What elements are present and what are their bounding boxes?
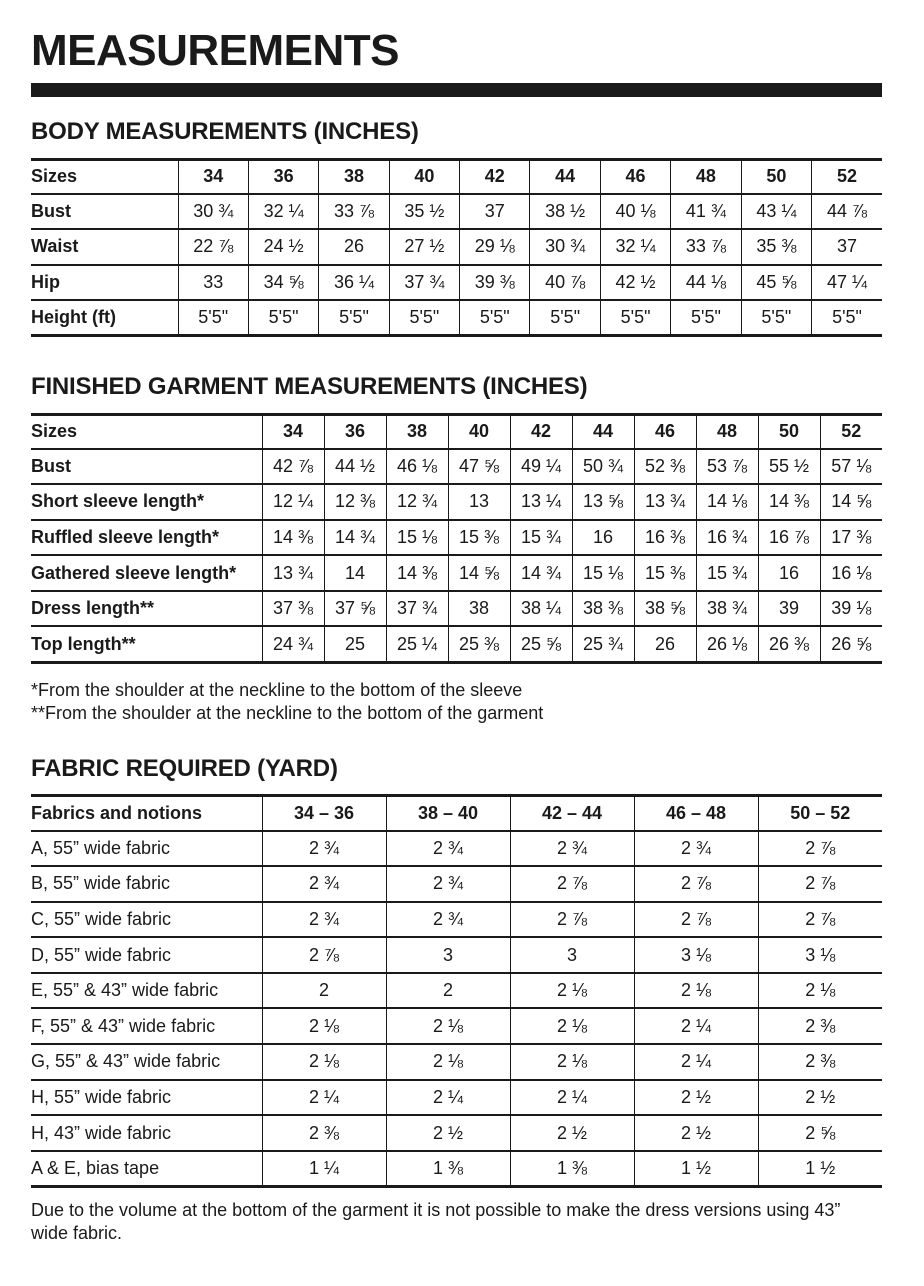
table-cell: 2 ⅛ [510,1008,634,1044]
table-cell: 25 ¼ [386,626,448,662]
table-cell: 2 ⅞ [634,902,758,938]
table-cell: 1 ½ [758,1151,882,1187]
table-cell: 5'5" [812,300,882,336]
column-header: 36 [248,160,318,194]
table-cell: 3 ⅛ [634,937,758,973]
table-cell: 36 ¼ [319,265,389,301]
row-label: Bust [31,449,262,485]
table-cell: 2 [262,973,386,1009]
row-label: E, 55” & 43” wide fabric [31,973,262,1009]
row-label: Gathered sleeve length* [31,555,262,591]
table-cell: 13 ⅝ [572,484,634,520]
table-cell: 16 ¾ [696,520,758,556]
table-cell: 14 ¾ [510,555,572,591]
table-cell: 2 ¼ [262,1080,386,1116]
footnote-garment: **From the shoulder at the neckline to the bottom of the garment [31,703,544,723]
table-cell: 2 ⅞ [758,831,882,867]
table-cell: 2 ⅛ [510,973,634,1009]
column-header: 38 [386,415,448,449]
table-cell: 2 ¼ [634,1008,758,1044]
table-cell: 5'5" [741,300,811,336]
finished-garment-title: FINISHED GARMENT MEASUREMENTS (INCHES) [31,373,588,400]
column-header: 50 [741,160,811,194]
table-cell: 2 ⅞ [262,937,386,973]
row-label: B, 55” wide fabric [31,866,262,902]
table-cell: 26 ⅜ [758,626,820,662]
row-label: C, 55” wide fabric [31,902,262,938]
table-cell: 2 ½ [758,1080,882,1116]
column-header: 52 [820,415,882,449]
table-cell: 25 [324,626,386,662]
table-cell: 30 ¾ [530,229,600,265]
column-header: 48 [696,415,758,449]
table-cell: 46 ⅛ [386,449,448,485]
table-cell: 1 ½ [634,1151,758,1187]
table-cell: 2 ⅞ [758,866,882,902]
table-cell: 25 ⅝ [510,626,572,662]
row-label: F, 55” & 43” wide fabric [31,1008,262,1044]
table-row [31,194,882,230]
page-title: MEASUREMENTS [31,26,400,75]
table-cell: 22 ⅞ [178,229,248,265]
table-cell: 2 ⅝ [758,1115,882,1151]
column-header: 48 [671,160,741,194]
table-cell: 44 ⅛ [671,265,741,301]
table-cell: 37 ⅝ [324,591,386,627]
table-cell: 3 [510,937,634,973]
table-cell: 2 ⅞ [758,902,882,938]
table-cell: 47 ⅝ [448,449,510,485]
column-header: 38 [319,160,389,194]
table-cell: 37 [460,194,530,230]
column-header: 42 [460,160,530,194]
table-cell: 2 ½ [510,1115,634,1151]
table-row [31,626,882,662]
table-cell: 44 ⅞ [812,194,882,230]
table-cell: 2 ⅜ [758,1008,882,1044]
table-row [31,1080,882,1116]
table-cell: 24 ½ [248,229,318,265]
table-cell: 55 ½ [758,449,820,485]
table-cell: 38 ¼ [510,591,572,627]
table-cell: 2 ⅛ [262,1008,386,1044]
table-row [31,229,882,265]
table-cell: 34 ⅝ [248,265,318,301]
table-cell: 13 ¼ [510,484,572,520]
table-cell: 2 ¾ [386,902,510,938]
table-cell: 43 ¼ [741,194,811,230]
table-row [31,902,882,938]
table-cell: 2 ⅛ [510,1044,634,1080]
table-cell: 2 ⅛ [634,973,758,1009]
row-label: A & E, bias tape [31,1157,160,1178]
table-cell: 12 ¾ [386,484,448,520]
table-cell: 2 ⅛ [262,1044,386,1080]
column-header: 42 [510,415,572,449]
table-cell: 27 ½ [389,229,459,265]
table-cell: 24 ¾ [262,626,324,662]
table-header-row [31,796,882,831]
table-cell: 25 ¾ [572,626,634,662]
column-header: 44 [530,160,600,194]
table-cell: 2 ¾ [634,831,758,867]
table-cell: 14 ⅝ [820,484,882,520]
row-label: Short sleeve length* [31,484,262,520]
table-cell: 15 ⅜ [448,520,510,556]
table-cell: 15 ⅜ [634,555,696,591]
table-cell: 52 ⅜ [634,449,696,485]
row-label: Hip [31,265,178,301]
table-cell: 38 ½ [530,194,600,230]
column-header: 34 – 36 [262,796,386,831]
column-header: 50 [758,415,820,449]
table-cell: 2 ¾ [386,831,510,867]
table-cell: 2 ⅛ [386,1044,510,1080]
table-cell: 26 ⅝ [820,626,882,662]
table-cell: 29 ⅛ [460,229,530,265]
table-cell: 2 ⅞ [510,902,634,938]
table-cell: 33 [178,265,248,301]
table-header-row [31,160,882,194]
table-cell: 42 ⅞ [262,449,324,485]
table-cell: 49 ¼ [510,449,572,485]
table-cell: 47 ¼ [812,265,882,301]
table-cell: 50 ¾ [572,449,634,485]
table-cell: 5'5" [600,300,670,336]
table-cell: 2 ⅜ [758,1044,882,1080]
table-cell: 16 ⅜ [634,520,696,556]
table-cell: 12 ¼ [262,484,324,520]
table-cell: 42 ½ [600,265,670,301]
table-cell: 14 [324,555,386,591]
column-header: 50 – 52 [758,796,882,831]
table-row [31,520,882,556]
table-cell: 40 ⅞ [530,265,600,301]
table-cell: 13 ¾ [262,555,324,591]
row-label: Ruffled sleeve length* [31,520,262,556]
table-cell: 1 ⅜ [510,1151,634,1187]
row-label: H, 55” wide fabric [31,1080,262,1116]
fabric-required-table [31,794,882,1188]
table-cell: 5'5" [389,300,459,336]
table-cell: 26 [319,229,389,265]
table-cell: 2 ⅛ [758,973,882,1009]
table-row [31,973,882,1009]
table-cell: 37 [812,229,882,265]
table-cell: 38 ⅜ [572,591,634,627]
column-header: 46 [600,160,670,194]
table-cell: 14 ⅛ [696,484,758,520]
table-cell: 26 ⅛ [696,626,758,662]
table-cell: 5'5" [248,300,318,336]
table-row [31,449,882,485]
table-cell: 14 ⅜ [262,520,324,556]
table-cell: 44 ½ [324,449,386,485]
fabric-required-title: FABRIC REQUIRED (YARD) [31,755,338,782]
table-cell: 53 ⅞ [696,449,758,485]
row-label: A, 55” wide fabric [31,831,262,867]
table-cell: 2 ¾ [262,866,386,902]
table-cell: 2 ⅞ [634,866,758,902]
table-row [31,1044,882,1080]
table-cell: 37 ¾ [389,265,459,301]
table-cell: 15 ⅛ [572,555,634,591]
table-cell: 32 ¼ [600,229,670,265]
row-label: Top length** [31,633,136,654]
table-cell: 15 ¾ [696,555,758,591]
table-cell: 13 ¾ [634,484,696,520]
table-cell: 57 ⅛ [820,449,882,485]
column-header: Sizes [31,160,178,194]
column-header: 40 [448,415,510,449]
table-row [31,591,882,627]
table-cell: 3 ⅛ [758,937,882,973]
table-row [31,265,882,301]
table-row [31,866,882,902]
table-cell: 16 ⅛ [820,555,882,591]
table-header-row [31,415,882,449]
table-cell: 3 [386,937,510,973]
table-cell: 38 ⅝ [634,591,696,627]
table-cell: 40 ⅛ [600,194,670,230]
table-cell: 17 ⅜ [820,520,882,556]
row-label: H, 43” wide fabric [31,1115,262,1151]
table-cell: 41 ¾ [671,194,741,230]
table-cell: 2 ⅜ [262,1115,386,1151]
table-row [31,937,882,973]
body-measurements-table [31,158,882,337]
column-header: 38 – 40 [386,796,510,831]
table-cell: 14 ⅜ [758,484,820,520]
table-row [31,831,882,867]
table-cell: 2 ¾ [262,831,386,867]
table-cell: 14 ⅝ [448,555,510,591]
body-measurements-title: BODY MEASUREMENTS (INCHES) [31,118,419,145]
column-header: Sizes [31,415,262,449]
table-cell: 37 ⅜ [262,591,324,627]
column-header: 46 [634,415,696,449]
table-cell: 38 [448,591,510,627]
title-divider-bar [31,83,882,97]
table-row [31,300,882,336]
column-header: 44 [572,415,634,449]
table-cell: 1 ⅜ [386,1151,510,1187]
table-cell: 39 ⅜ [460,265,530,301]
table-cell: 1 ¼ [262,1151,386,1187]
table-cell: 37 ¾ [386,591,448,627]
table-cell: 32 ¼ [248,194,318,230]
table-cell: 2 ½ [634,1115,758,1151]
table-cell: 12 ⅜ [324,484,386,520]
table-cell: 2 ¾ [386,866,510,902]
table-cell: 2 [386,973,510,1009]
table-cell: 2 ½ [386,1115,510,1151]
column-header: 40 [389,160,459,194]
table-cell: 16 [758,555,820,591]
table-row [31,1115,882,1151]
table-cell: 15 ¾ [510,520,572,556]
column-header: 36 [324,415,386,449]
table-cell: 16 ⅞ [758,520,820,556]
table-cell: 16 [572,520,634,556]
table-cell: 14 ⅜ [386,555,448,591]
row-label: Bust [31,194,178,230]
table-cell: 45 ⅝ [741,265,811,301]
table-cell: 35 ⅜ [741,229,811,265]
footnote-sleeve: *From the shoulder at the neckline to the bottom of the sleeve [31,680,523,700]
table-cell: 2 ⅞ [510,866,634,902]
column-header: 34 [178,160,248,194]
column-header: 52 [812,160,882,194]
table-row [31,555,882,591]
table-cell: 14 ¾ [324,520,386,556]
table-cell: 5'5" [319,300,389,336]
table-cell: 5'5" [178,300,248,336]
finished-garment-table [31,413,882,664]
table-cell: 2 ¼ [634,1044,758,1080]
column-header: 46 – 48 [634,796,758,831]
table-cell: 5'5" [460,300,530,336]
table-cell: 25 ⅜ [448,626,510,662]
table-cell: 2 ¼ [386,1080,510,1116]
row-label: G, 55” & 43” wide fabric [31,1044,262,1080]
table-cell: 30 ¾ [178,194,248,230]
column-header: Fabrics and notions [31,796,262,831]
table-cell: 35 ½ [389,194,459,230]
row-label: Dress length** [31,591,262,627]
row-label: D, 55” wide fabric [31,937,262,973]
table-cell: 2 ¼ [510,1080,634,1116]
table-row [31,484,882,520]
row-label: Waist [31,229,178,265]
table-cell: 2 ¾ [262,902,386,938]
table-cell: 26 [634,626,696,662]
table-cell: 2 ⅛ [386,1008,510,1044]
table-cell: 15 ⅛ [386,520,448,556]
table-row [31,1151,882,1187]
table-cell: 5'5" [530,300,600,336]
table-cell: 33 ⅞ [319,194,389,230]
table-cell: 5'5" [671,300,741,336]
table-cell: 39 ⅛ [820,591,882,627]
column-header: 42 – 44 [510,796,634,831]
table-cell: 2 ¾ [510,831,634,867]
table-cell: 38 ¾ [696,591,758,627]
table-cell: 13 [448,484,510,520]
column-header: 34 [262,415,324,449]
fabric-width-note: Due to the volume at the bottom of the garment it is not possible to make the dress versions using 43” wide fabric. [31,1200,841,1243]
table-cell: 2 ½ [634,1080,758,1116]
table-cell: 39 [758,591,820,627]
table-cell: 33 ⅞ [671,229,741,265]
table-row [31,1008,882,1044]
row-label: Height (ft) [31,307,116,327]
